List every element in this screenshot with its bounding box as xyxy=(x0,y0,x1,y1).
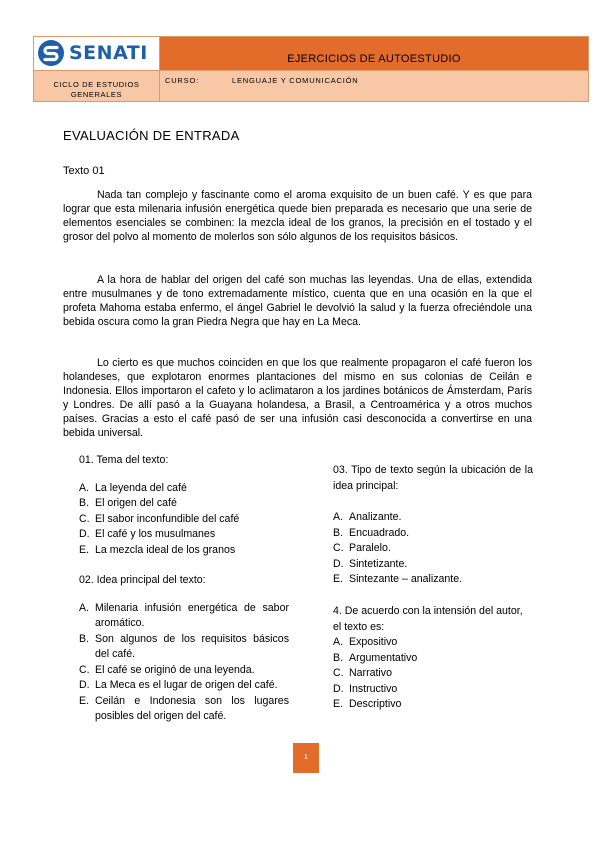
option-e xyxy=(79,694,289,725)
text-heading: Texto 01 xyxy=(63,165,105,177)
ciclo-label: CICLO DE ESTUDIOS GENERALES xyxy=(34,71,160,101)
option-text: El origen del café xyxy=(95,497,177,509)
page-number: 1 xyxy=(293,743,319,773)
option-c xyxy=(79,663,289,679)
senati-logo xyxy=(37,39,148,67)
question-title: 02. Idea principal del texto: xyxy=(79,574,206,586)
option-e xyxy=(333,572,533,588)
document-header xyxy=(33,36,589,102)
option-d xyxy=(79,527,289,543)
question-3 xyxy=(333,463,533,588)
option-letter: A. xyxy=(333,636,344,648)
option-letter: B. xyxy=(333,526,344,539)
option-text: Argumentativo xyxy=(349,651,418,664)
senati-logo-icon xyxy=(37,39,65,67)
paragraph-1: Nada tan complejo y fascinante como el aroma exquisito de un buen café. Y es que para lograr que esta milenaria infusión energética quede bien preparada es necesario que una serie de elementos esenciales se combinen: la mezcla ideal de los granos, la precisión en el tostado y el grosor del polvo al momento de molerlos son sólo algunos de los requisitos básicos. xyxy=(63,189,532,243)
option-letter: E. xyxy=(79,694,90,707)
option-c xyxy=(333,666,533,682)
title-strip xyxy=(160,37,588,71)
question-2 xyxy=(79,573,289,725)
question-1 xyxy=(79,453,289,558)
brand-name: SENATI xyxy=(69,42,148,64)
curso-value: LENGUAJE Y COMUNICACIÓN xyxy=(232,76,359,85)
option-text: Milenaria infusión energética de sabor aromático. xyxy=(95,601,289,629)
option-text: Analizante. xyxy=(349,511,402,523)
question-title: 4. De acuerdo con la intensión del autor, el texto es: xyxy=(333,605,523,633)
option-text: Sintezante – analizante. xyxy=(349,573,463,585)
question-4 xyxy=(333,604,533,713)
option-a xyxy=(79,481,289,497)
option-letter: E. xyxy=(333,698,344,710)
option-text: La mezcla ideal de los granos xyxy=(95,543,236,556)
option-letter: D. xyxy=(79,679,90,691)
option-d xyxy=(333,682,533,698)
option-c xyxy=(79,512,289,528)
option-letter: B. xyxy=(79,632,90,645)
option-letter: B. xyxy=(333,651,344,664)
option-text: La Meca es el lugar de origen del café. xyxy=(95,679,278,691)
page-title: EVALUACIÓN DE ENTRADA xyxy=(63,128,240,143)
header-title: EJERCICIOS DE AUTOESTUDIO xyxy=(287,53,461,65)
option-text: La leyenda del café xyxy=(95,481,187,494)
paragraph-2: A la hora de hablar del origen del café son muchas las leyendas. Una de ellas, extendida entre musulmanes y de tono extremadamente místico, cuenta que en una ocasión en la que el profeta Mahoma estaba enfermo, el ángel Gabriel le devolvió la salud y la fuerza ofreciéndole una bebida oscura como la gran Piedra Negra que hay en La Meca. xyxy=(63,274,532,328)
option-text: El café se originó de una leyenda. xyxy=(95,663,255,676)
question-title: 03. Tipo de texto según la ubicación de la idea principal: xyxy=(333,464,533,492)
option-text: El sabor inconfundible del café xyxy=(95,512,240,525)
option-letter: E. xyxy=(79,543,90,556)
option-letter: C. xyxy=(79,512,90,525)
option-letter: C. xyxy=(79,663,90,676)
option-letter: A. xyxy=(79,481,90,494)
option-letter: D. xyxy=(333,557,344,570)
option-text: Expositivo xyxy=(349,636,398,648)
option-text: Son algunos de los requisitos básicos del café. xyxy=(95,632,289,660)
option-b xyxy=(333,526,533,542)
option-letter: C. xyxy=(333,542,344,554)
option-letter: B. xyxy=(79,497,90,509)
option-letter: A. xyxy=(333,511,344,523)
option-text: Ceilán e Indonesia son los lugares posibles del origen del café. xyxy=(95,694,289,722)
option-text: Encuadrado. xyxy=(349,526,410,539)
option-letter: C. xyxy=(333,667,344,679)
option-d xyxy=(79,678,289,694)
option-text: El café y los musulmanes xyxy=(95,528,216,540)
option-d xyxy=(333,557,533,573)
course-strip xyxy=(160,71,588,101)
option-b xyxy=(79,632,289,663)
option-text: Instructivo xyxy=(349,682,398,695)
option-b xyxy=(79,496,289,512)
option-letter: E. xyxy=(333,573,344,585)
option-a xyxy=(79,601,289,632)
option-b xyxy=(333,651,533,667)
option-text: Paralelo. xyxy=(349,542,391,554)
option-e xyxy=(79,543,289,559)
option-text: Sintetizante. xyxy=(349,557,408,570)
option-letter: A. xyxy=(79,601,90,614)
option-a xyxy=(333,635,533,651)
option-letter: D. xyxy=(79,528,90,540)
option-letter: D. xyxy=(333,682,344,695)
option-c xyxy=(333,541,533,557)
logo-cell xyxy=(34,37,160,71)
option-text: Descriptivo xyxy=(349,698,402,710)
option-a xyxy=(333,510,533,526)
paragraph-3: Lo cierto es que muchos coinciden en que los que realmente propagaron el café fueron los holandeses, que explotaron enormes plantaciones del mismo en sus colonias de Ceilán e Indonesia. Ellos importaron el cafeto y lo aclimataron a los jardines botánicos de Ámsterdam, París y Londres. De allí pasó a la Guayana holandesa, a Brasil, a Centroamérica y a otros muchos países. Gracias a esto el café pasó de ser una infusión casi desconocida a convertirse en una bebida universal. xyxy=(63,357,532,439)
question-title: 01. Tema del texto: xyxy=(79,454,169,466)
curso-label: CURSO: xyxy=(165,76,199,85)
option-text: Narrativo xyxy=(349,667,392,679)
option-e xyxy=(333,697,533,713)
